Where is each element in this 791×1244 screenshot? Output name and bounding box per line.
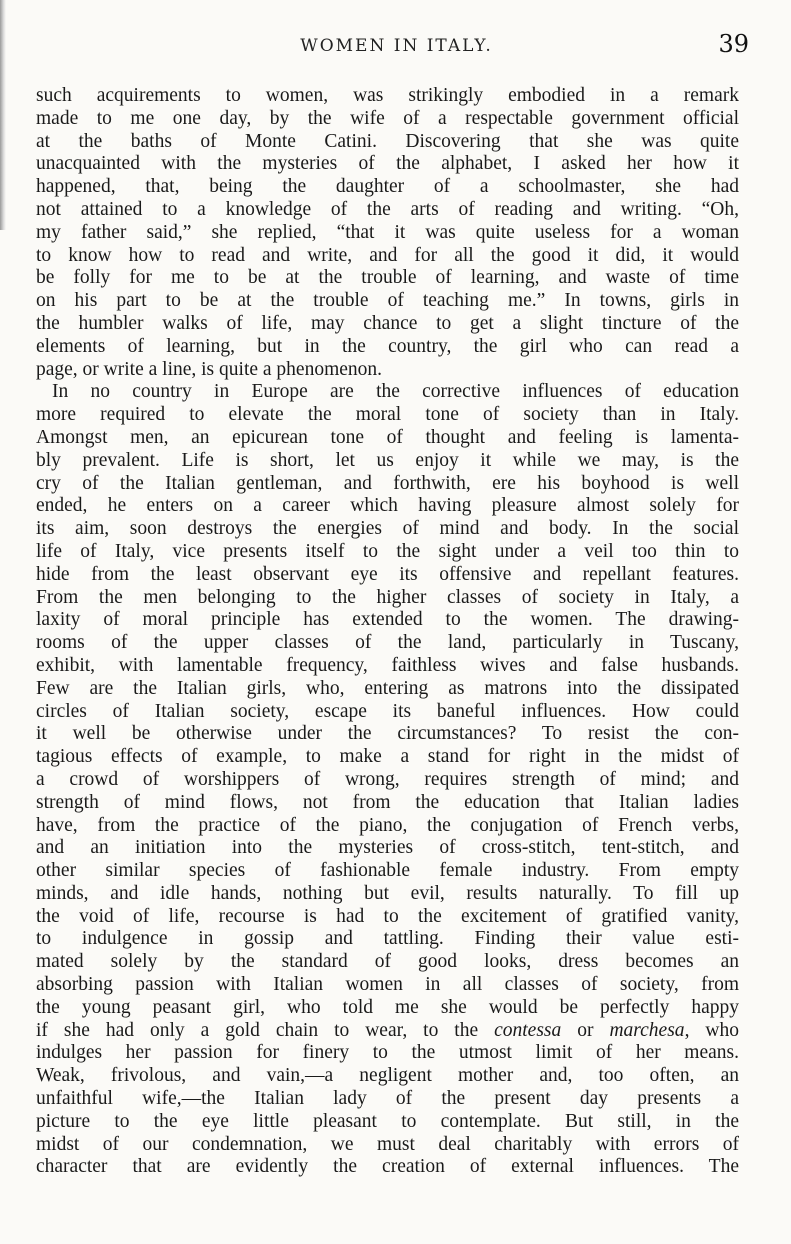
text-line: Weak, frivolous, and vain,—a negligent mother and, too often, an	[36, 1065, 739, 1087]
page-binding-edge	[0, 0, 6, 230]
text-line: mated solely by the standard of good looks, dress becomes an	[36, 951, 739, 973]
text-line: the void of life, recourse is had to the excitement of gratified vanity,	[36, 905, 739, 927]
text-line: a crowd of worshippers of wrong, requires strength of mind; and	[36, 768, 739, 790]
running-title: WOMEN IN ITALY.	[300, 36, 493, 56]
text-line: indulges her passion for finery to the utmost limit of her means.	[36, 1042, 739, 1064]
text-line: circles of Italian society, escape its baneful influences. How could	[36, 700, 739, 722]
text-line: tagious effects of example, to make a stand for right in the midst of	[36, 746, 739, 768]
text-line: elements of learning, but in the country, the girl who can read a	[36, 335, 739, 357]
text-line: cry of the Italian gentleman, and forthwith, ere his boyhood is well	[36, 472, 739, 494]
text-line: character that are evidently the creation of external influences. The	[36, 1156, 739, 1178]
text-line: its aim, soon destroys the energies of mind and body. In the social	[36, 518, 739, 540]
text-fragment: , who	[684, 1019, 739, 1041]
text-fragment: or	[561, 1019, 610, 1041]
text-line: the young peasant girl, who told me she would be perfectly happy	[36, 996, 739, 1018]
text-line: made to me one day, by the wife of a respectable government official	[36, 107, 739, 129]
text-line: From the men belonging to the higher classes of society in Italy, a	[36, 586, 739, 608]
paragraph-first-line: In no country in Europe are the corrective influences of education	[52, 381, 739, 403]
text-line: to indulgence in gossip and tattling. Finding their value esti-	[36, 928, 739, 950]
text-line: other similar species of fashionable female industry. From empty	[36, 860, 739, 882]
page-header	[40, 30, 753, 64]
text-line: laxity of moral principle has extended to the women. The drawing-	[36, 609, 739, 631]
text-line: ended, he enters on a career which having pleasure almost solely for	[36, 495, 739, 517]
body-text	[36, 85, 739, 1179]
text-line-with-italics	[36, 1020, 739, 1043]
text-line: life of Italy, vice presents itself to the sight under a veil too thin to	[36, 540, 739, 562]
text-line: rooms of the upper classes of the land, particularly in Tuscany,	[36, 632, 739, 654]
text-line: hide from the least observant eye its offensive and repellant features.	[36, 563, 739, 585]
text-line: absorbing passion with Italian women in all classes of society, from	[36, 974, 739, 996]
text-line: on his part to be at the trouble of teaching me.” In towns, girls in	[36, 290, 739, 312]
text-line: bly prevalent. Life is short, let us enjoy it while we may, is the	[36, 449, 739, 471]
text-line: such acquirements to women, was strikingly embodied in a remark	[36, 85, 739, 106]
text-line: it well be otherwise under the circumstances? To resist the con-	[36, 723, 739, 745]
text-line: my father said,” she replied, “that it was quite useless for a woman	[36, 221, 739, 243]
text-line: happened, that, being the daughter of a schoolmaster, she had	[36, 176, 739, 198]
paragraph-end-line: page, or write a line, is quite a phenomenon.	[36, 358, 383, 380]
text-line: at the baths of Monte Catini. Discovering that she was quite	[36, 130, 739, 152]
text-line: more required to elevate the moral tone of society than in Italy.	[36, 404, 739, 426]
text-line: strength of mind flows, not from the education that Italian ladies	[36, 791, 739, 813]
text-line: unacquainted with the mysteries of the alphabet, I asked her how it	[36, 153, 739, 175]
italic-term-marchesa: marchesa	[609, 1019, 685, 1041]
text-line: the humbler walks of life, may chance to get a slight tincture of the	[36, 312, 739, 334]
text-line: unfaithful wife,—the Italian lady of the present day presents a	[36, 1088, 739, 1110]
text-line: Few are the Italian girls, who, entering as matrons into the dissipated	[36, 677, 739, 699]
text-line: be folly for me to be at the trouble of learning, and waste of time	[36, 267, 739, 289]
text-line: not attained to a knowledge of the arts of reading and writing. “Oh,	[36, 198, 739, 220]
text-line: picture to the eye little pleasant to contemplate. But still, in the	[36, 1110, 739, 1132]
text-line: minds, and idle hands, nothing but evil, results naturally. To fill up	[36, 882, 739, 904]
text-line: Amongst men, an epicurean tone of thought and feeling is lamenta-	[36, 426, 739, 448]
text-line: and an initiation into the mysteries of cross-stitch, tent-stitch, and	[36, 837, 739, 859]
text-line: have, from the practice of the piano, the conjugation of French verbs,	[36, 814, 739, 836]
text-line: exhibit, with lamentable frequency, faithless wives and false husbands.	[36, 654, 739, 676]
italic-term-contessa: contessa	[494, 1019, 562, 1041]
text-line: midst of our condemnation, we must deal charitably with errors of	[36, 1133, 739, 1155]
text-line: to know how to read and write, and for all the good it did, it would	[36, 244, 739, 266]
page-number: 39	[718, 30, 749, 58]
text-fragment: if she had only a gold chain to wear, to the	[36, 1019, 495, 1041]
